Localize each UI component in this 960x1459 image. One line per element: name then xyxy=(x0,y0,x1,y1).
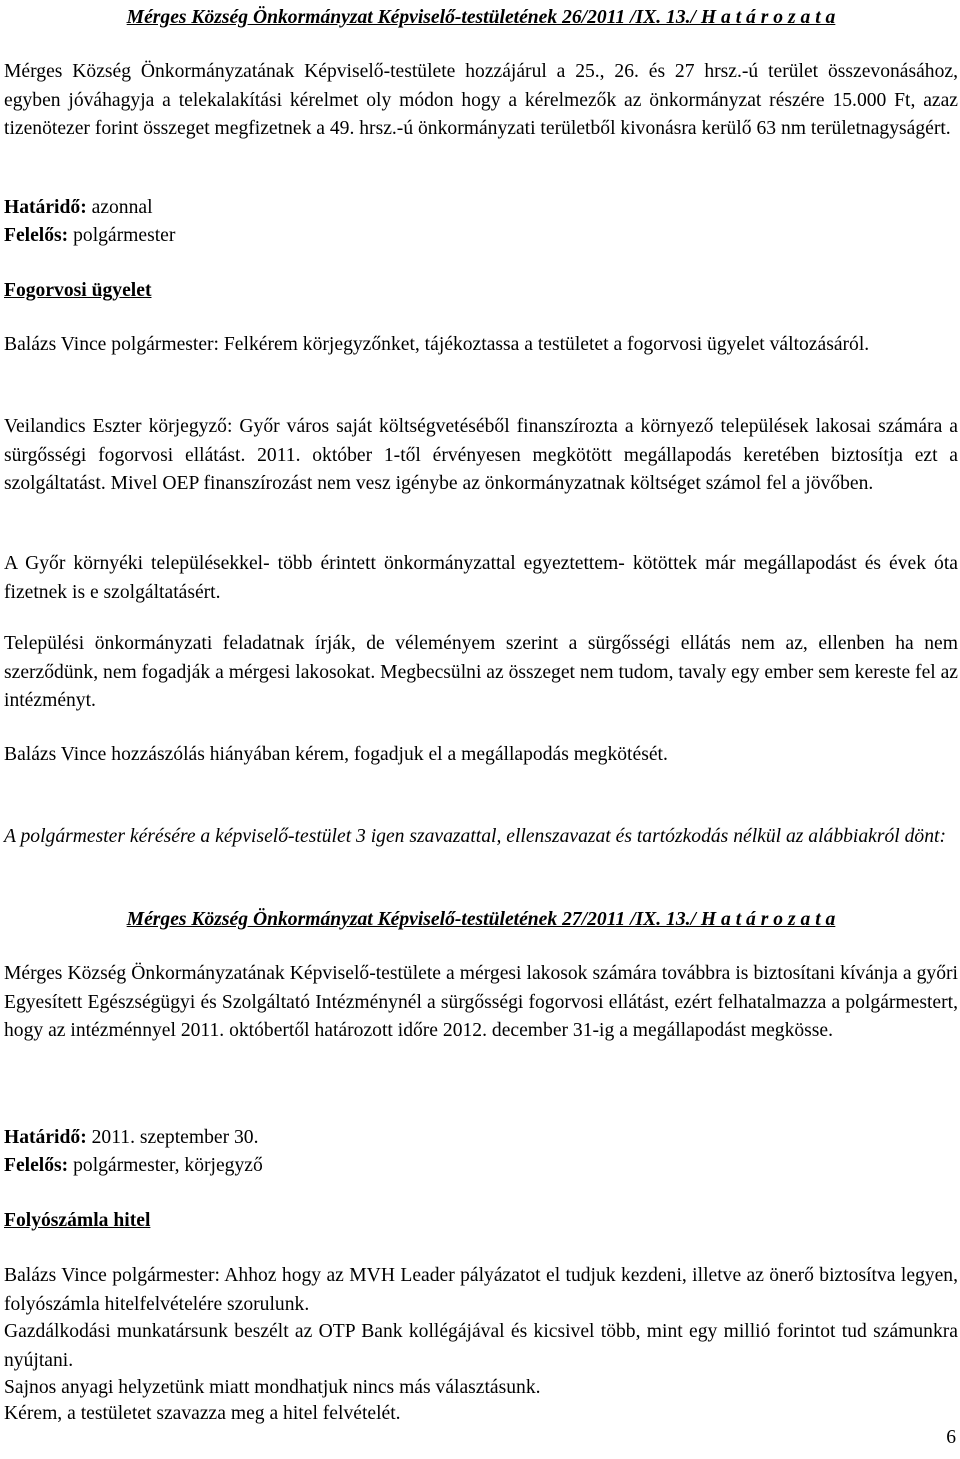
page-number: 6 xyxy=(946,1427,956,1448)
dental-paragraph-2-text: Győr város saját költségvetéséből finanszírozta a környező települések lakosai számára a sürgősségi fogorvosi ellátást. 2011. október 1-től érvényesen megkötött megállapodás keretében biztosítja ezt a szolgáltatást. Mivel OEP finanszírozást nem vesz igénybe az önkormányzatnak költséget számol fel a jövőben. xyxy=(4,416,958,494)
dental-section-heading: Fogorvosi ügyelet xyxy=(4,280,152,301)
speaker-notary: Veilandics Eszter körjegyző: xyxy=(4,416,233,437)
credit-paragraph-3: Sajnos anyagi helyzetünk miatt mondhatjuk nincs más választásunk. xyxy=(4,1377,541,1398)
deadline-value: 2011. szeptember 30. xyxy=(86,1127,259,1148)
speaker-mayor: Balázs Vince polgármester: xyxy=(4,334,220,355)
resolution-26-body: Mérges Község Önkormányzatának Képviselő-testülete hozzájárul a 25., 26. és 27 hrsz.-ú terület összevonásához, egyben jóváhagyja a telekalakítási kérelmet oly módon hogy a kérelmezők az önkormányzat részére 15.000 Ft, azaz tizenötezer forint összeget megfizetnek a 49. hrsz.-ú önkormányzati területből kivonásra kerülő 63 nm területnagyságért. xyxy=(4,61,958,139)
resolution-26-deadline xyxy=(4,194,958,223)
deadline-value: azonnal xyxy=(86,197,153,218)
responsible-label: Felelős: xyxy=(4,225,69,246)
resolution-27-deadline xyxy=(4,1124,958,1153)
vote-statement: A polgármester kérésére a képviselő-testület 3 igen szavazattal, ellenszavazat és tartózkodás nélkül az alábbiakról dönt: xyxy=(4,826,946,847)
credit-paragraph-1: Balázs Vince polgármester: Ahhoz hogy az MVH Leader pályázatot el tudjuk kezdeni, illetve az önerő biztosítva legyen, folyószámla hitelfelvételére szorulunk. xyxy=(4,1265,958,1315)
resolution-26-responsible xyxy=(4,222,958,251)
credit-paragraph-4: Kérem, a testületet szavazza meg a hitel felvételét. xyxy=(4,1403,401,1424)
credit-paragraph-2: Gazdálkodási munkatársunk beszélt az OTP Bank kollégájával és kicsivel több, mint egy millió forintot tud számunkra nyújtani. xyxy=(4,1321,958,1371)
responsible-value: polgármester xyxy=(68,225,176,246)
dental-paragraph-1-text: Felkérem körjegyzőnket, tájékoztassa a testületet a fogorvosi ügyelet változásáról. xyxy=(219,334,870,355)
dental-paragraph-1 xyxy=(4,331,958,360)
responsible-value: polgármester, körjegyző xyxy=(68,1155,263,1176)
dental-paragraph-5: Balázs Vince hozzászólás hiányában kérem, fogadjuk el a megállapodás megkötését. xyxy=(4,744,668,765)
deadline-label: Határidő: xyxy=(4,1127,87,1148)
resolution-27-responsible xyxy=(4,1152,958,1181)
dental-paragraph-2 xyxy=(4,413,958,499)
resolution-27-body: Mérges Község Önkormányzatának Képviselő-testülete a mérgesi lakosok számára továbbra is biztosítani kívánja a győri Egyesített Egészségügyi és Szolgáltató Intézménynél a sürgősségi fogorvosi ellátást, ezért felhatalmazza a polgármestert, hogy az intézménnyel 2011. októbertől határozott időre 2012. december 31-ig a megállapodást megkösse. xyxy=(4,963,958,1041)
credit-section-heading: Folyószámla hitel xyxy=(4,1210,151,1231)
dental-paragraph-4: Települési önkormányzati feladatnak írják, de véleményem szerint a sürgősségi ellátás nem az, ellenben ha nem szerződünk, nem fogadják a mérgesi lakosokat. Megbecsülni az összeget nem tudom, tavaly egy ember sem kereste fel az intézményt. xyxy=(4,633,958,711)
dental-paragraph-3: A Győr környéki településekkel- több érintett önkormányzattal egyeztettem- kötöttek már megállapodást és évek óta fizetnek is e szolgáltatásért. xyxy=(4,553,958,603)
resolution-27-title: Mérges Község Önkormányzat Képviselő-testületének 27/2011 /IX. 13./ H a t á r o z a t a xyxy=(126,909,836,930)
responsible-label: Felelős: xyxy=(4,1155,69,1176)
resolution-26-title: Mérges Község Önkormányzat Képviselő-testületének 26/2011 /IX. 13./ H a t á r o z a t a xyxy=(126,7,836,28)
deadline-label: Határidő: xyxy=(4,197,87,218)
